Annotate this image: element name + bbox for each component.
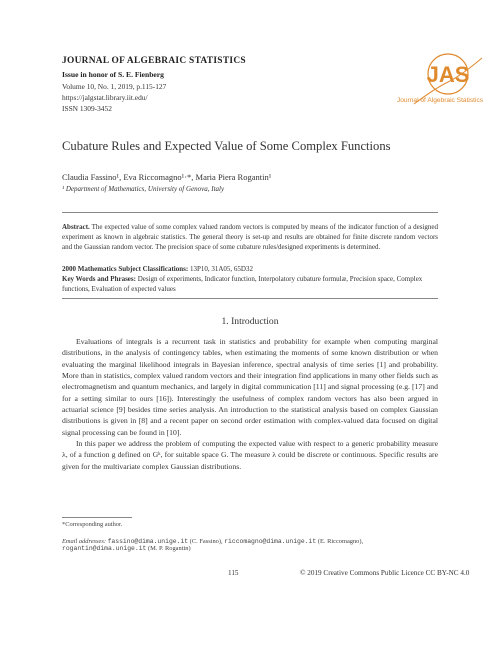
abstract (62, 222, 438, 253)
license-text: © 2019 Creative Commons Public Licence CC BY-NC 4.0 (300, 569, 470, 577)
msc-text: 13P10, 31A05, 65D32 (189, 265, 253, 273)
email-label: Email addresses: (62, 538, 106, 545)
abstract-label: Abstract. (62, 223, 90, 231)
author-list: Claudia Fassino¹, Eva Riccomagno¹·*, Maria Piera Rogantin¹ (62, 172, 272, 182)
section-heading: 1. Introduction (221, 316, 279, 327)
abstract-text: The expected value of some complex valued random vectors is computed by means of the indicator function of a designed experiment as known in algebraic statistics. The general theory is set-up and results are obtained for finite discrete random vectors and the Gaussian random vector. The precision space of some cubature rules/designed experiments is determined. (62, 223, 439, 252)
paragraph: In this paper we address the problem of computing the expected value with respect to a generic probability measure λ, of a function g defined on Gᵏ, for suitable space G. The measure λ could be discrete or continuous. Specific results are given for the multivariate complex Gaussian distributions. (62, 439, 438, 471)
email-footnote (62, 538, 438, 552)
email-owner: (E. Riccomagno), (317, 538, 364, 545)
divider-bottom (62, 298, 438, 299)
email-owner: (M. P. Rogantin) (147, 545, 191, 552)
msc-label: 2000 Mathematics Subject Classifications: (62, 265, 189, 273)
keywords-block (62, 274, 438, 294)
issn-line: ISSN 1309-3452 (62, 104, 112, 113)
footnote-divider (62, 517, 132, 518)
email-link[interactable]: rogantin@dima.unige.it (62, 545, 147, 552)
issue-line: Issue in honor of S. E. Fienberg (62, 70, 164, 79)
email-owner: (C. Fassino), (189, 538, 223, 545)
divider-top (62, 212, 438, 213)
corresponding-footnote: *Corresponding author. (62, 521, 123, 528)
keywords-text: Design of experiments, Indicator function, Interpolatory cubature formulæ, Precision space, Complex functions, Evaluation of expected values (62, 275, 423, 294)
email-link[interactable]: fassino@dima.unige.it (107, 538, 189, 545)
svg-text:JAS: JAS (426, 62, 470, 87)
paragraph: Evaluations of integrals is a recurrent task in statistics and probability for example when computing marginal distributions, in the analysis of contingency tables, when estimating the moments of some known distribution or when evaluating the marginal likelihood integrals in Bayesian inference, spectral analysis of time series [1] and probability. More than in statistics, complex valued random vectors and their integration find applications in many other fields such as electromagnetism and quantum mechanics, and largely in digital communication [11] and signal processing (e.g. [17] and for a setting similar to ours [16]). Interestingly the usefulness of complex random vectors has also been argued in actuarial science [9] besides time series analysis. An introduction to the statistical analysis based on complex Gaussian distributions is given in [8] and a recent paper on second order estimation with complex-valued data focused on digital signal processing can be found in [10]. (62, 337, 438, 437)
logo-caption: Journal of Algebraic Statistics (396, 97, 484, 104)
body-text (62, 336, 438, 472)
email-link[interactable]: riccomagno@dima.unige.it (224, 538, 317, 545)
paper-title: Cubature Rules and Expected Value of Some Complex Functions (62, 139, 391, 153)
page-number: 115 (228, 569, 239, 577)
journal-name: JOURNAL OF ALGEBRAIC STATISTICS (62, 56, 246, 66)
journal-url[interactable]: https://jalgstat.library.iit.edu/ (62, 93, 148, 102)
volume-line: Volume 10, No. 1, 2019, p.115-127 (62, 82, 167, 91)
affiliation: ¹ Department of Mathematics, University of Genova, Italy (62, 185, 225, 193)
msc-line (62, 264, 438, 274)
keywords-label: Key Words and Phrases: (62, 275, 136, 283)
